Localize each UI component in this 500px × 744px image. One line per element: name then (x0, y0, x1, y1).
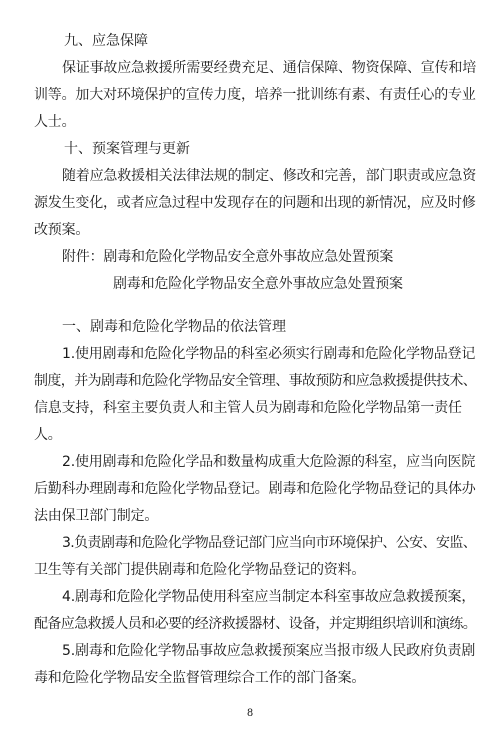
paragraph-line: 源发生变化，或者应急过程中发现存在的问题和出现的新情况，应及时修 (34, 195, 476, 211)
page-number: 8 (246, 708, 254, 719)
paragraph-line: 随着应急救援相关法律法规的制定、修改和完善，部门职责或应急资 (62, 168, 476, 184)
section-heading-9: 九、应急保障 (64, 33, 148, 49)
list-item-line: 5.剧毒和危险化学物品事故应急救援预案应当报市级人民政府负责剧 (62, 643, 476, 659)
list-item-line: 卫生等有关部门提供剧毒和危险化学物品登记的资料。 (34, 562, 366, 578)
list-item-line: 毒和危险化学物品安全监督管理综合工作的部门备案。 (34, 670, 366, 686)
list-item-line: 1.使用剧毒和危险化学物品的科室必须实行剧毒和危险化学物品登记 (62, 346, 476, 362)
list-item-line: 人。 (34, 427, 62, 443)
list-item-line: 后勤科办理剧毒和危险化学物品登记。剧毒和危险化学物品登记的具体办 (34, 481, 476, 497)
list-item-line: 法由保卫部门制定。 (34, 508, 159, 524)
list-item-line: 信息支持，科室主要负责人和主管人员为剧毒和危险化学物品第一责任 (34, 400, 462, 416)
section-heading-10: 十、预案管理与更新 (64, 141, 190, 157)
paragraph-line: 改预案。 (34, 222, 90, 238)
paragraph-line: 训等。加大对环境保护的宣传力度，培养一批训练有素、有责任心的专业 (34, 87, 476, 103)
appendix-heading: 一、剧毒和危险化学物品的依法管理 (62, 319, 286, 335)
paragraph-line: 保证事故应急救援所需要经费充足、通信保障、物资保障、宣传和培 (62, 60, 476, 76)
list-item-line: 制度，并为剧毒和危险化学物品安全管理、事故预防和应急救援提供技术、 (34, 373, 477, 389)
paragraph-line: 人士。 (34, 114, 76, 130)
list-item-line: 配备应急救援人员和必要的经济救援器材、设备，并定期组织培训和演练。 (34, 616, 477, 632)
list-item-line: 4.剧毒和危险化学物品使用科室应当制定本科室事故应急救援预案， (62, 589, 476, 605)
list-item-line: 2.使用剧毒和危险化学品和数量构成重大危险源的科室，应当向医院 (62, 454, 476, 470)
attachment-title: 剧毒和危险化学物品安全意外事故应急处置预案 (113, 276, 403, 292)
attachment-label: 附件：剧毒和危险化学物品安全意外事故应急处置预案 (62, 249, 394, 265)
list-item-line: 3.负责剧毒和危险化学物品登记部门应当向市环境保护、公安、安监、 (62, 535, 477, 551)
